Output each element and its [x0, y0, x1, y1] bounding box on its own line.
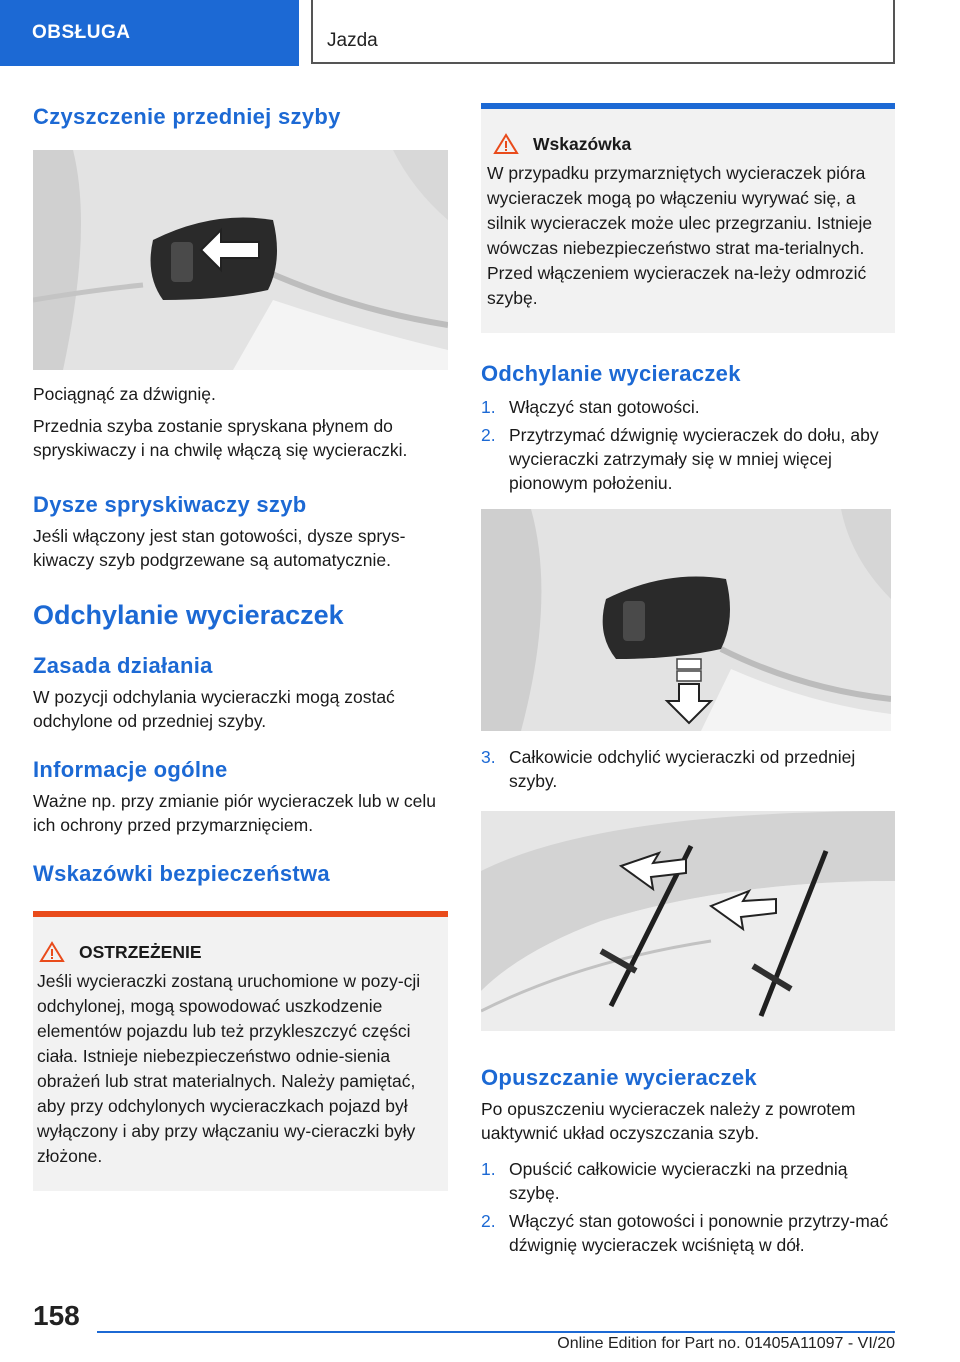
image-wiper-lever-down [481, 509, 891, 731]
text-windshield-spray: Przednia szyba zostanie spryskana płynem do spryskiwaczy i na chwilę włączą się wycieraczki. [33, 416, 408, 460]
warning-title: OSTRZEŻENIE [79, 941, 202, 962]
heading-fold-wipers: Odchylanie wycieraczek [33, 600, 344, 630]
left-column [33, 100, 448, 1191]
chapter-title: Jazda [311, 0, 895, 64]
text-general-info: Ważne np. przy zmianie piór wycieraczek lub w celu ich ochrony przed przymarznięciem. [33, 791, 436, 835]
image-wiper-lever-pull [33, 150, 448, 370]
note-title: Wskazówka [533, 133, 632, 154]
list-item: 1. Opuścić całkowicie wycieraczki na przednią szybę. [481, 1159, 848, 1203]
warning-header [33, 941, 436, 963]
note-header [487, 133, 883, 155]
heading-lower-wipers: Opuszczanie wycieraczek [481, 1065, 757, 1090]
edition-text: Online Edition for Part no. 01405A11097 - VI/20 [557, 1335, 895, 1352]
warning-triangle-icon [39, 941, 65, 963]
right-column [481, 103, 895, 1261]
heading-fold-wipers-right: Odchylanie wycieraczek [481, 361, 741, 386]
note-text: W przypadku przymarzniętych wycieraczek pióra wycieraczek mogą po włączeniu wyrywać się, a silnik wycieraczek może ulec przegrzaniu. Istnieje wówczas niebezpieczeństwo strat ma-terialnych. Przed włączeniem wycieraczek na-leży odmrozić szybę. [487, 163, 873, 308]
warning-text: Jeśli wycieraczki zostaną uruchomione w pozy-cji odchylonej, mogą spowodować uszkodzenie elementów pojazdu lub też przykleszczyć części ciała. Istnieje niebezpieczeństwo odnie-sienia obrażeń lub strat materialnych. Należy pamiętać, aby przy odchylonych wycieraczkach pojazd był wyłączony i aby przy włączaniu wy-cieraczki były złożone. [37, 971, 421, 1166]
wipers-folded-illustration [481, 811, 895, 1031]
list-item: 1. Włączyć stan gotowości. [481, 397, 700, 417]
lever-pull-illustration [33, 150, 448, 370]
footer-divider [97, 1331, 895, 1333]
text-lower-wipers: Po opuszczeniu wycieraczek należy z powrotem uaktywnić układ oczyszczania szyb. [481, 1099, 856, 1143]
list-item: 2. Włączyć stan gotowości i ponownie przytrzy-mać dźwignię wycieraczek wciśniętą w dół. [481, 1211, 889, 1255]
text-principle: W pozycji odchylania wycieraczki mogą zostać odchylone od przedniej szyby. [33, 687, 395, 731]
heading-safety: Wskazówki bezpieczeństwa [33, 861, 330, 886]
list-item: 3. Całkowicie odchylić wycieraczki od przedniej szyby. [481, 747, 856, 791]
warning-box [33, 911, 448, 1191]
note-box [481, 103, 895, 333]
steps-fold-list [481, 395, 895, 495]
heading-general-info: Informacje ogólne [33, 757, 228, 782]
lever-down-illustration [481, 509, 891, 731]
text-pull-lever: Pociągnąć za dźwignię. [33, 384, 216, 404]
section-tab: OBSŁUGA [0, 0, 299, 66]
heading-clean-windshield: Czyszczenie przedniej szyby [33, 104, 341, 129]
text-washer-nozzles: Jeśli włączony jest stan gotowości, dysze sprys-kiwaczy szyb podgrzewane są automatycznie. [33, 526, 406, 570]
warning-triangle-icon [493, 133, 519, 155]
steps-lower-list [481, 1157, 895, 1257]
list-item: 2. Przytrzymać dźwignię wycieraczek do dołu, aby wycieraczki zatrzymały się w mniej więcej pionowym położeniu. [481, 425, 879, 493]
steps-fold-list-cont [481, 745, 895, 793]
heading-washer-nozzles: Dysze spryskiwaczy szyb [33, 492, 307, 517]
image-wipers-folded [481, 811, 895, 1031]
heading-principle: Zasada działania [33, 653, 213, 678]
page-header [0, 0, 960, 66]
page-number: 158 [33, 1300, 80, 1331]
